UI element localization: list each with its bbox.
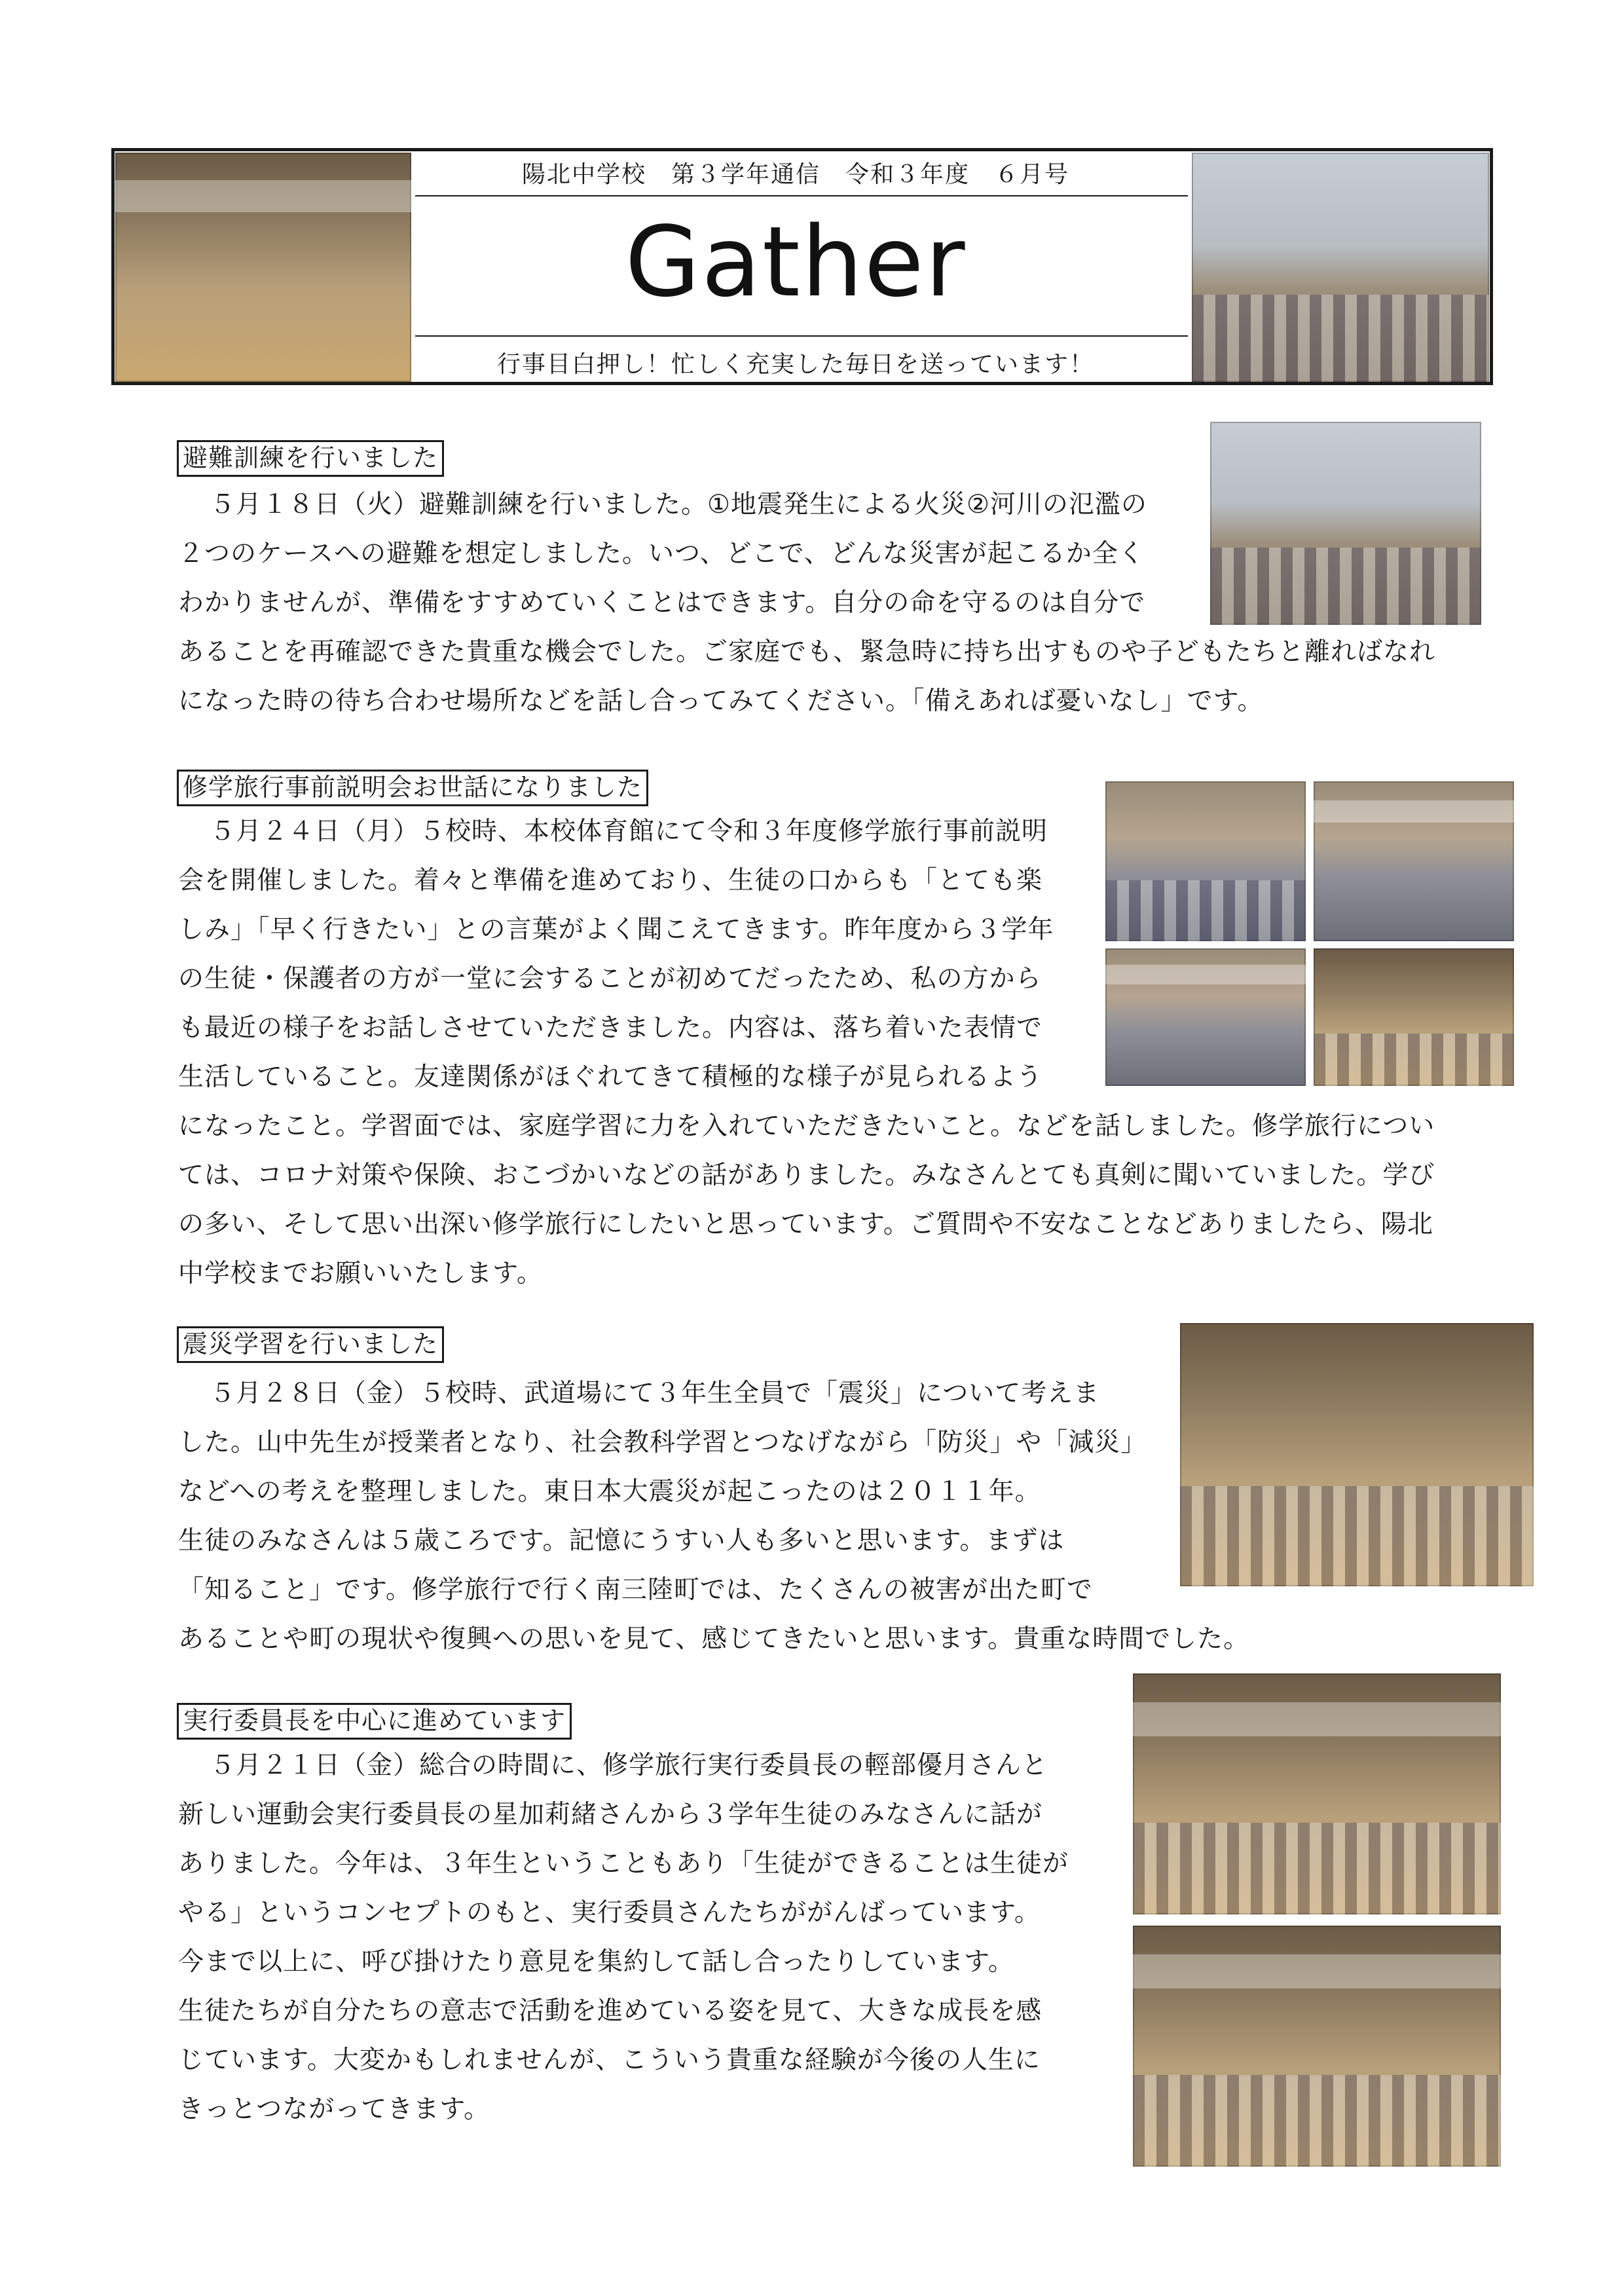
text-line: 生徒たちが自分たちの意志で活動を進めている姿を見て、大きな成長を感 (178, 1996, 1043, 2026)
text-line: になったこと。学習面では、家庭学習に力を入れていただきたいこと。などを話しました。修学旅行につい (178, 1111, 1435, 1141)
committee-photo-2 (1133, 1926, 1501, 2167)
text-line: ５月２８日（金）５校時、武道場にて３年生全員で「震災」について考えま (210, 1379, 1100, 1408)
text-line: 中学校までお願いいたします。 (178, 1259, 543, 1288)
school-issue-line: 陽北中学校 第３学年通信 令和３年度 ６月号 (521, 161, 1069, 188)
section-body-trip-briefing (178, 807, 1435, 1298)
text-line: 生徒のみなさんは５歳ころです。記憶にうすい人も多いと思います。まずは (178, 1526, 1065, 1556)
text-line: やる」というコンセプトのもと、実行委員さんたちががんばっています。 (178, 1898, 1041, 1928)
header-rule-bottom (415, 335, 1188, 337)
text-line: などへの考えを整理しました。東日本大震災が起こったのは２０１１年。 (178, 1477, 1041, 1506)
text-line: ありました。今年は、３年生ということもあり「生徒ができることは生徒が (178, 1849, 1069, 1878)
text-line: 新しい運動会実行委員長の星加莉緒さんから３学年生徒のみなさんに話が (178, 1800, 1043, 1829)
text-line: きっとつながってきます。 (178, 2095, 490, 2124)
section-title-disaster-study: 震災学習を行いました (177, 1326, 444, 1363)
section-body-evacuation-drill (178, 480, 1435, 726)
section-title-trip-briefing: 修学旅行事前説明会お世話になりました (177, 770, 648, 806)
text-line: になった時の待ち合わせ場所などを話し合ってみてください。「備えあれば憂いなし」です。 (178, 686, 1264, 716)
text-line: わかりませんが、準備をすすめていくことはできます。自分の命を守るのは自分で (178, 588, 1146, 618)
text-line: した。山中先生が授業者となり、社会教科学習とつなげながら「防災」や「減災」 (178, 1428, 1147, 1457)
newsletter-tagline: 行事目白押し！忙しく充実した毎日を送っています！ (496, 351, 1094, 378)
committee-photo-1 (1133, 1673, 1501, 1914)
text-line: の生徒・保護者の方が一堂に会することが初めてだったため、私の方から (178, 964, 1042, 994)
section-title-evacuation-drill: 避難訓練を行いました (177, 440, 444, 477)
section-body-disaster-study (178, 1369, 1249, 1664)
text-line: 生活していること。友達関係がほぐれてきて積極的な様子が見られるよう (178, 1062, 1043, 1092)
section-body-committee-chairs (178, 1741, 1069, 2134)
text-line: 会を開催しました。着々と準備を進めており、生徒の口からも「とても楽 (178, 866, 1043, 895)
text-line: あることを再確認できた貴重な機会でした。ご家庭でも、緊急時に持ち出すものや子どもたちと離ればなれ (178, 637, 1436, 667)
text-line: 「知ること」です。修学旅行で行く南三陸町では、たくさんの被害が出た町で (178, 1575, 1093, 1605)
text-line: しみ」「早く行きたい」との言葉がよく聞こえてきます。昨年度から３学年 (178, 915, 1054, 944)
header-photo-right (1192, 153, 1489, 382)
newsletter-title: Gather (625, 206, 967, 318)
text-line: の多い、そして思い出深い修学旅行にしたいと思っています。ご質問や不安なことなどありましたら、陽北 (178, 1210, 1433, 1239)
header-photo-left (115, 153, 411, 382)
text-line: ５月２４日（月）５校時、本校体育館にて令和３年度修学旅行事前説明 (210, 817, 1048, 846)
text-line: ５月１８日（火）避難訓練を行いました。①地震発生による火災②河川の氾濫の (210, 490, 1147, 519)
text-line: あることや町の現状や復興への思いを見て、感じてきたいと思います。貴重な時間でした。 (178, 1624, 1250, 1654)
text-line: ５月２１日（金）総合の時間に、修学旅行実行委員長の輕部優月さんと (210, 1751, 1048, 1780)
text-line: ては、コロナ対策や保険、おこづかいなどの話がありました。みなさんとても真剣に聞いていました。学び (178, 1161, 1435, 1190)
section-title-committee-chairs: 実行委員長を中心に進めています (177, 1703, 572, 1740)
text-line: ２つのケースへの避難を想定しました。いつ、どこで、どんな災害が起こるか全く (178, 539, 1145, 569)
text-line: 今まで以上に、呼び掛けたり意見を集約して話し合ったりしています。 (178, 1947, 1014, 1977)
header-rule-top (415, 195, 1188, 196)
text-line: も最近の様子をお話しさせていただきました。内容は、落ち着いた表情で (178, 1013, 1043, 1043)
text-line: じています。大変かもしれませんが、こういう貴重な経験が今後の人生に (178, 2045, 1041, 2075)
